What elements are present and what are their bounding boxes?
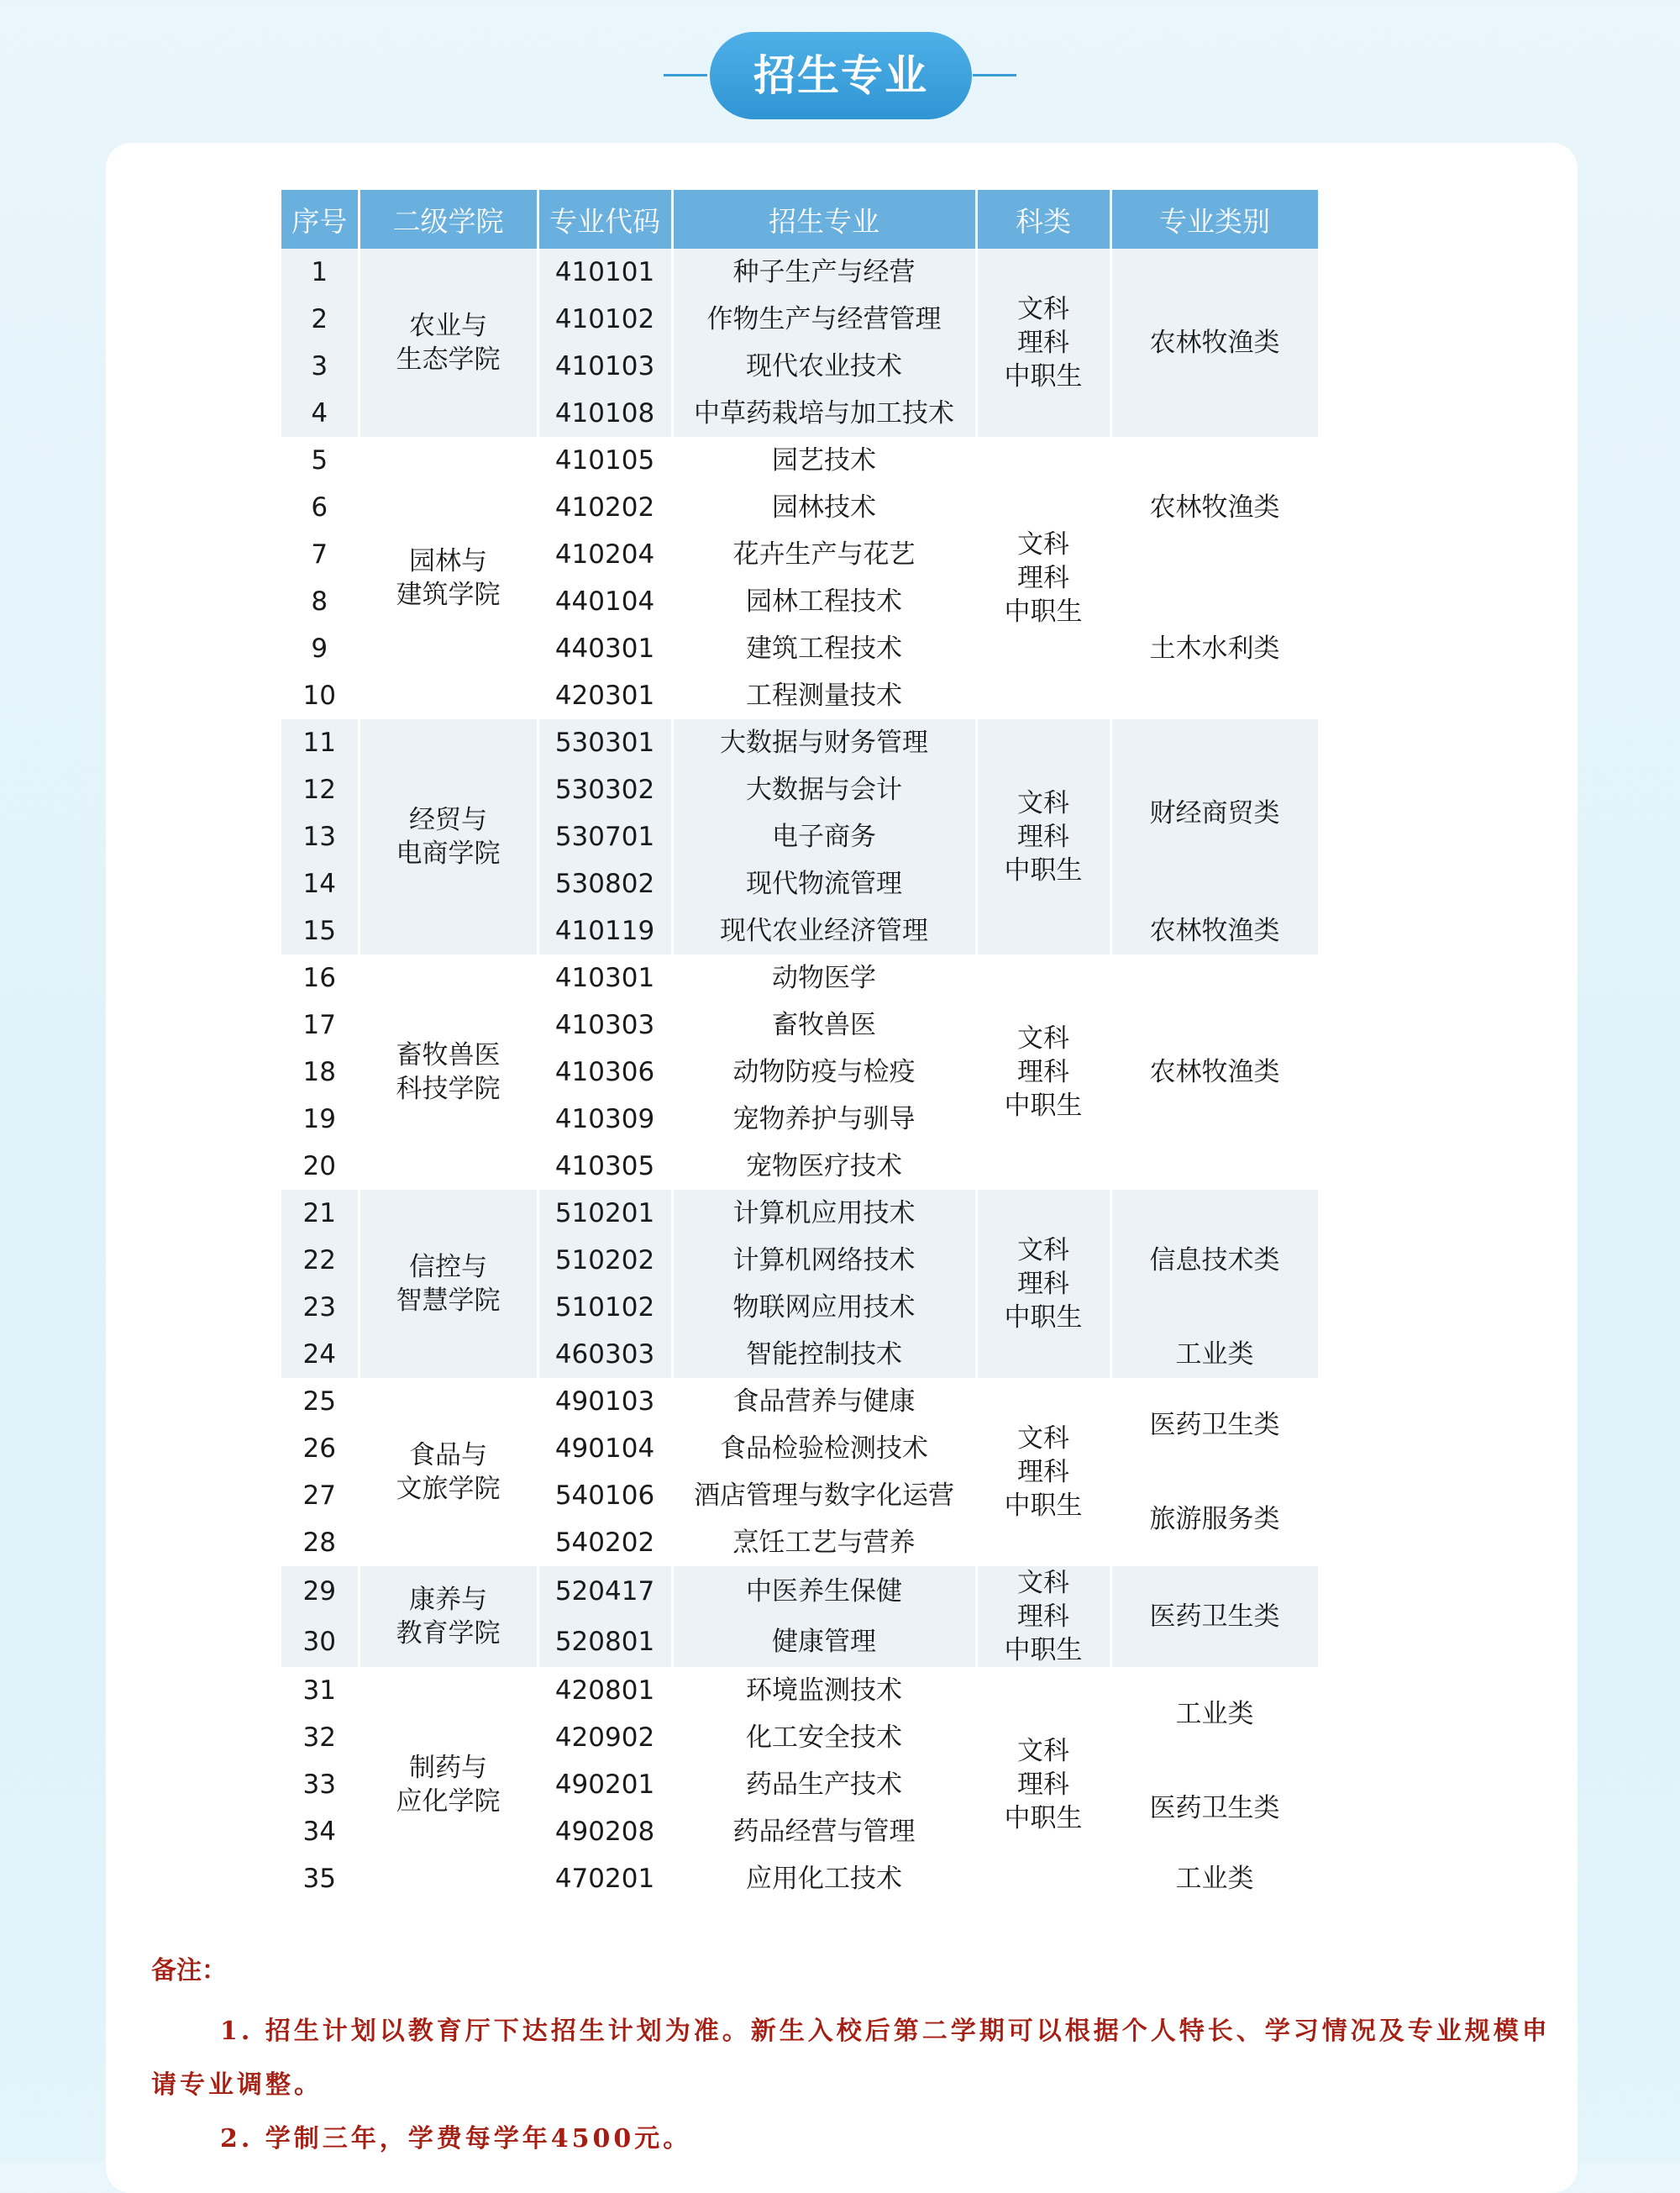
- major-name: 园林技术: [672, 484, 976, 531]
- major-code: 410103: [538, 343, 672, 390]
- table-row: [281, 1378, 1319, 1425]
- college-name-line: 畜牧兽医: [396, 1040, 501, 1070]
- major-code: 410309: [538, 1096, 672, 1143]
- subject-line: 理科: [1017, 1601, 1069, 1632]
- college-cell: [359, 1667, 538, 1902]
- major-code: 520801: [538, 1617, 672, 1667]
- col-header-major: 招生专业: [672, 190, 976, 249]
- table-body: [281, 249, 1319, 1902]
- college-name-line: 农业与: [409, 311, 487, 341]
- subject-line: 中职生: [1004, 1302, 1083, 1333]
- row-number: 34: [281, 1808, 359, 1855]
- major-name: 计算机网络技术: [672, 1237, 976, 1284]
- subject-cell: [976, 437, 1110, 719]
- major-code: 410119: [538, 907, 672, 955]
- row-number: 11: [281, 719, 359, 766]
- row-number: 10: [281, 672, 359, 719]
- row-number: 31: [281, 1667, 359, 1714]
- major-code: 530802: [538, 860, 672, 907]
- college-cell: [359, 1190, 538, 1378]
- row-number: 23: [281, 1284, 359, 1331]
- subject-line: 文科: [1017, 788, 1069, 818]
- table-row: [281, 1566, 1319, 1617]
- major-name: 作物生产与经营管理: [672, 296, 976, 343]
- subject-line: 中职生: [1004, 855, 1083, 886]
- major-code: 410101: [538, 249, 672, 296]
- subject-cell: [976, 1190, 1110, 1378]
- row-number: 28: [281, 1519, 359, 1566]
- subject-cell: [976, 1667, 1110, 1902]
- row-number: 19: [281, 1096, 359, 1143]
- col-header-no: 序号: [281, 190, 359, 249]
- major-name: 烹饪工艺与营养: [672, 1519, 976, 1566]
- major-name: 动物防疫与检疫: [672, 1049, 976, 1096]
- college-name-line: 建筑学院: [396, 580, 501, 610]
- category-cell: 信息技术类: [1110, 1190, 1319, 1331]
- row-number: 29: [281, 1566, 359, 1617]
- major-name: 酒店管理与数字化运营: [672, 1472, 976, 1519]
- category-cell: 农林牧渔类: [1110, 907, 1319, 955]
- major-name: 现代物流管理: [672, 860, 976, 907]
- title-divider-left: [664, 74, 707, 76]
- major-name: 现代农业技术: [672, 343, 976, 390]
- major-code: 410108: [538, 390, 672, 437]
- row-number: 16: [281, 955, 359, 1002]
- table-row: [281, 249, 1319, 296]
- row-number: 17: [281, 1002, 359, 1049]
- subject-line: 理科: [1017, 1269, 1069, 1299]
- row-number: 33: [281, 1761, 359, 1808]
- subject-line: 文科: [1017, 529, 1069, 560]
- category-cell: 农林牧渔类: [1110, 955, 1319, 1190]
- row-number: 32: [281, 1714, 359, 1761]
- row-number: 3: [281, 343, 359, 390]
- college-name-line: 生态学院: [396, 344, 501, 375]
- row-number: 15: [281, 907, 359, 955]
- college-name-line: 电商学院: [396, 839, 501, 869]
- college-name-line: 制药与: [409, 1753, 487, 1783]
- major-name: 环境监测技术: [672, 1667, 976, 1714]
- table-row: [281, 437, 1319, 484]
- major-code: 540202: [538, 1519, 672, 1566]
- college-name-line: 智慧学院: [396, 1286, 501, 1316]
- subject-line: 理科: [1017, 822, 1069, 852]
- category-cell: 农林牧渔类: [1110, 249, 1319, 437]
- row-number: 18: [281, 1049, 359, 1096]
- col-header-category: 专业类别: [1110, 190, 1319, 249]
- subject-cell: [976, 719, 1110, 955]
- notes-section: [151, 1949, 1562, 2166]
- title-divider-right: [973, 74, 1016, 76]
- major-code: 410102: [538, 296, 672, 343]
- major-name: 健康管理: [672, 1617, 976, 1667]
- row-number: 1: [281, 249, 359, 296]
- major-name: 宠物养护与驯导: [672, 1096, 976, 1143]
- major-code: 470201: [538, 1855, 672, 1902]
- note-item-2: 2. 学制三年，学费每学年4500元。: [220, 2124, 692, 2154]
- major-name: 园艺技术: [672, 437, 976, 484]
- major-code: 530701: [538, 813, 672, 860]
- row-number: 30: [281, 1617, 359, 1667]
- major-code: 410301: [538, 955, 672, 1002]
- major-name: 电子商务: [672, 813, 976, 860]
- major-code: 410305: [538, 1143, 672, 1190]
- row-number: 21: [281, 1190, 359, 1237]
- row-number: 22: [281, 1237, 359, 1284]
- college-cell: [359, 249, 538, 437]
- major-name: 工程测量技术: [672, 672, 976, 719]
- college-name-line: 信控与: [409, 1252, 487, 1282]
- subject-line: 文科: [1017, 1235, 1069, 1265]
- subject-line: 文科: [1017, 1423, 1069, 1454]
- subject-line: 中职生: [1004, 1491, 1083, 1521]
- major-code: 410306: [538, 1049, 672, 1096]
- row-number: 4: [281, 390, 359, 437]
- major-code: 490104: [538, 1425, 672, 1472]
- category-cell: 旅游服务类: [1110, 1472, 1319, 1566]
- major-name: 动物医学: [672, 955, 976, 1002]
- category-cell: 财经商贸类: [1110, 719, 1319, 907]
- major-code: 490103: [538, 1378, 672, 1425]
- category-cell: 工业类: [1110, 1331, 1319, 1378]
- college-cell: [359, 719, 538, 955]
- subject-line: 理科: [1017, 563, 1069, 593]
- major-code: 530302: [538, 766, 672, 813]
- major-code: 540106: [538, 1472, 672, 1519]
- category-cell: 医药卫生类: [1110, 1378, 1319, 1472]
- subject-line: 理科: [1017, 1457, 1069, 1487]
- major-name: 中草药栽培与加工技术: [672, 390, 976, 437]
- row-number: 8: [281, 578, 359, 625]
- subject-line: 文科: [1017, 294, 1069, 324]
- table-row: [281, 955, 1319, 1002]
- major-code: 410204: [538, 531, 672, 578]
- major-name: 计算机应用技术: [672, 1190, 976, 1237]
- college-name-line: 教育学院: [396, 1618, 501, 1649]
- major-code: 410303: [538, 1002, 672, 1049]
- category-cell: 工业类: [1110, 1855, 1319, 1902]
- row-number: 13: [281, 813, 359, 860]
- major-name: 智能控制技术: [672, 1331, 976, 1378]
- major-name: 化工安全技术: [672, 1714, 976, 1761]
- college-name-line: 科技学院: [396, 1074, 501, 1104]
- major-code: 440301: [538, 625, 672, 672]
- college-name-line: 文旅学院: [396, 1474, 501, 1504]
- note-item-1: 1. 招生计划以教育厅下达招生计划为准。新生入校后第二学期可以根据个人特长、学习情况及专业规模申请专业调整。: [151, 2017, 1551, 2100]
- major-code: 420801: [538, 1667, 672, 1714]
- college-cell: [359, 955, 538, 1190]
- majors-table: [281, 190, 1320, 1902]
- table-header-row: [281, 190, 1319, 249]
- subject-cell: [976, 249, 1110, 437]
- subject-cell: [976, 955, 1110, 1190]
- category-cell: 土木水利类: [1110, 578, 1319, 719]
- major-code: 520417: [538, 1566, 672, 1617]
- subject-line: 中职生: [1004, 1635, 1083, 1665]
- major-code: 420301: [538, 672, 672, 719]
- row-number: 5: [281, 437, 359, 484]
- row-number: 14: [281, 860, 359, 907]
- major-name: 建筑工程技术: [672, 625, 976, 672]
- row-number: 26: [281, 1425, 359, 1472]
- col-header-college: 二级学院: [359, 190, 538, 249]
- college-name-line: 康养与: [409, 1585, 487, 1615]
- subject-line: 文科: [1017, 1023, 1069, 1054]
- major-name: 宠物医疗技术: [672, 1143, 976, 1190]
- college-name-line: 食品与: [409, 1440, 487, 1470]
- major-name: 畜牧兽医: [672, 1002, 976, 1049]
- notes-title: 备注：: [151, 1956, 227, 1985]
- major-name: 种子生产与经营: [672, 249, 976, 296]
- subject-line: 文科: [1017, 1736, 1069, 1766]
- row-number: 25: [281, 1378, 359, 1425]
- subject-cell: [976, 1566, 1110, 1667]
- college-name-line: 经贸与: [409, 805, 487, 835]
- major-name: 现代农业经济管理: [672, 907, 976, 955]
- major-name: 花卉生产与花艺: [672, 531, 976, 578]
- major-code: 490208: [538, 1808, 672, 1855]
- row-number: 2: [281, 296, 359, 343]
- col-header-subject: 科类: [976, 190, 1110, 249]
- major-code: 410202: [538, 484, 672, 531]
- subject-line: 理科: [1017, 1057, 1069, 1087]
- major-name: 中医养生保健: [672, 1566, 976, 1617]
- table-row: [281, 719, 1319, 766]
- major-name: 应用化工技术: [672, 1855, 976, 1902]
- category-cell: 农林牧渔类: [1110, 437, 1319, 578]
- table-row: [281, 1667, 1319, 1714]
- major-name: 食品营养与健康: [672, 1378, 976, 1425]
- major-code: 490201: [538, 1761, 672, 1808]
- row-number: 7: [281, 531, 359, 578]
- subject-line: 中职生: [1004, 1091, 1083, 1121]
- college-cell: [359, 1378, 538, 1566]
- major-name: 物联网应用技术: [672, 1284, 976, 1331]
- major-name: 药品生产技术: [672, 1761, 976, 1808]
- major-name: 园林工程技术: [672, 578, 976, 625]
- subject-line: 理科: [1017, 1770, 1069, 1800]
- college-cell: [359, 437, 538, 719]
- category-cell: 工业类: [1110, 1667, 1319, 1761]
- major-code: 420902: [538, 1714, 672, 1761]
- major-code: 510201: [538, 1190, 672, 1237]
- section-header: [0, 32, 1680, 119]
- subject-line: 中职生: [1004, 361, 1083, 392]
- table-row: [281, 1190, 1319, 1237]
- major-name: 食品检验检测技术: [672, 1425, 976, 1472]
- major-code: 510202: [538, 1237, 672, 1284]
- row-number: 12: [281, 766, 359, 813]
- subject-line: 文科: [1017, 1568, 1069, 1598]
- major-code: 410105: [538, 437, 672, 484]
- row-number: 9: [281, 625, 359, 672]
- subject-line: 中职生: [1004, 597, 1083, 627]
- row-number: 24: [281, 1331, 359, 1378]
- row-number: 27: [281, 1472, 359, 1519]
- college-cell: [359, 1566, 538, 1667]
- major-code: 460303: [538, 1331, 672, 1378]
- subject-line: 中职生: [1004, 1803, 1083, 1833]
- subject-line: 理科: [1017, 328, 1069, 358]
- row-number: 35: [281, 1855, 359, 1902]
- category-cell: 医药卫生类: [1110, 1761, 1319, 1855]
- row-number: 20: [281, 1143, 359, 1190]
- major-code: 530301: [538, 719, 672, 766]
- section-title: 招生专业: [710, 32, 972, 119]
- col-header-code: 专业代码: [538, 190, 672, 249]
- major-code: 440104: [538, 578, 672, 625]
- major-name: 药品经营与管理: [672, 1808, 976, 1855]
- row-number: 6: [281, 484, 359, 531]
- college-name-line: 园林与: [409, 546, 487, 576]
- category-cell: 医药卫生类: [1110, 1566, 1319, 1667]
- subject-cell: [976, 1378, 1110, 1566]
- major-name: 大数据与财务管理: [672, 719, 976, 766]
- major-code: 510102: [538, 1284, 672, 1331]
- college-name-line: 应化学院: [396, 1786, 501, 1817]
- major-name: 大数据与会计: [672, 766, 976, 813]
